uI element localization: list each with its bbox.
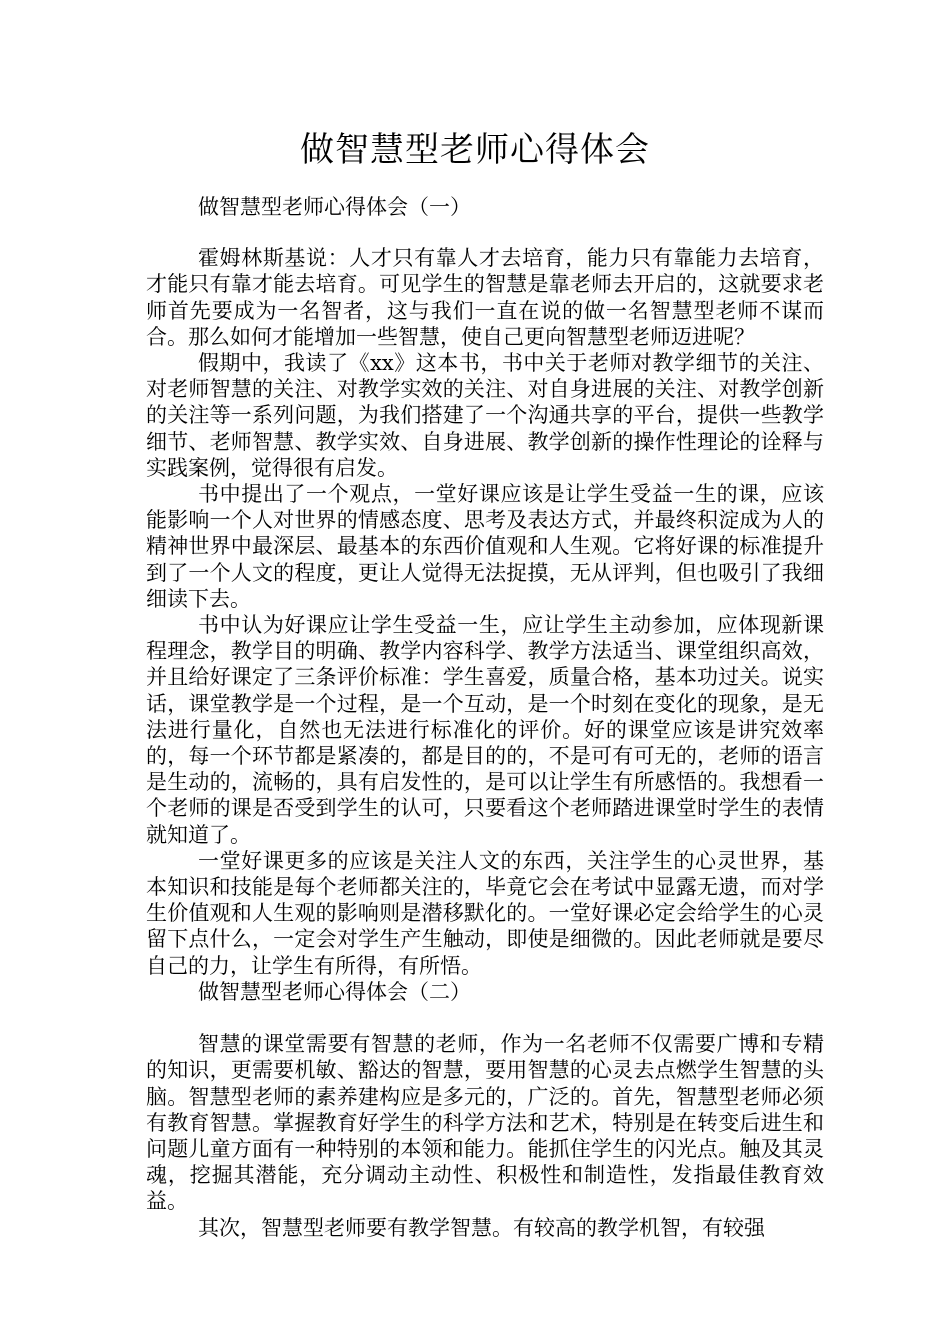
- document-title: 做智慧型老师心得体会: [300, 130, 650, 170]
- section-heading-2: 做智慧型老师心得体会（二）: [198, 979, 471, 1004]
- paragraph: 假期中，我读了《xx》这本书，书中关于老师对教学细节的关注、对老师智慧的关注、对教学实效的关注、对自身进展的关注、对教学创新的关注等一系列问题，为我们搭建了一个沟通共享的平台，提供一些教学细节、老师智慧、教学实效、自身进展、教学创新的操作性理论的诠释与实践案例，觉得很有启发。: [146, 351, 824, 480]
- section-heading-1: 做智慧型老师心得体会（一）: [198, 195, 471, 219]
- paragraph: 一堂好课更多的应该是关注人文的东西，关注学生的心灵世界，基本知识和技能是每个老师都关注的，毕竟它会在考试中显露无遗，而对学生价值观和人生观的影响则是潜移默化的。一堂好课必定会给学生的心灵留下点什么，一定会对学生产生触动，即使是细微的。因此老师就是要尽自己的力，让学生有所得，有所悟。: [146, 848, 824, 978]
- paragraph: 书中认为好课应让学生受益一生，应让学生主动参加，应体现新课程理念，教学目的明确、教学内容科学、教学方法适当、课堂组织高效，并且给好课定了三条评价标准：学生喜爱，质量合格，基本功过关。说实话，课堂教学是一个过程，是一个互动，是一个时刻在变化的现象，是无法进行量化，自然也无法进行标准化的评价。好的课堂应该是讲究效率的，每一个环节都是紧凑的，都是目的的，不是可有可无的，老师的语言是生动的，流畅的，具有启发性的，是可以让学生有所感悟的。我想看一个老师的课是否受到学生的认可，只要看这个老师踏进课堂时学生的表情就知道了。: [146, 613, 824, 847]
- paragraph: 霍姆林斯基说：人才只有靠人才去培育，能力只有靠能力去培育，才能只有靠才能去培育。可见学生的智慧是靠老师去开启的，这就要求老师首先要成为一名智者，这与我们一直在说的做一名智慧型老师不谋而合。那么如何才能增加一些智慧，使自己更向智慧型老师迈进呢？: [146, 246, 824, 349]
- document-body: [146, 194, 824, 1241]
- paragraph: 其次，智慧型老师要有教学智慧。有较高的教学机智，有较强: [198, 1215, 765, 1240]
- paragraph: 智慧的课堂需要有智慧的老师，作为一名老师不仅需要广博和专精的知识，更需要机敏、豁达的智慧，要用智慧的心灵去点燃学生智慧的头脑。智慧型老师的素养建构应是多元的，广泛的。首先，智慧型老师必须有教育智慧。掌握教育好学生的科学方法和艺术，特别是在转变后进生和问题儿童方面有一种特别的本领和能力。能抓住学生的闪光点。触及其灵魂，挖掘其潜能，充分调动主动性、积极性和制造性，发指最佳教育效益。: [146, 1032, 824, 1214]
- paragraph: 书中提出了一个观点，一堂好课应该是让学生受益一生的课，应该能影响一个人对世界的情感态度、思考及表达方式，并最终积淀成为人的精神世界中最深层、最基本的东西价值观和人生观。它将好课的标准提升到了一个人文的程度，更让人觉得无法捉摸，无从评判，但也吸引了我细细读下去。: [146, 482, 824, 611]
